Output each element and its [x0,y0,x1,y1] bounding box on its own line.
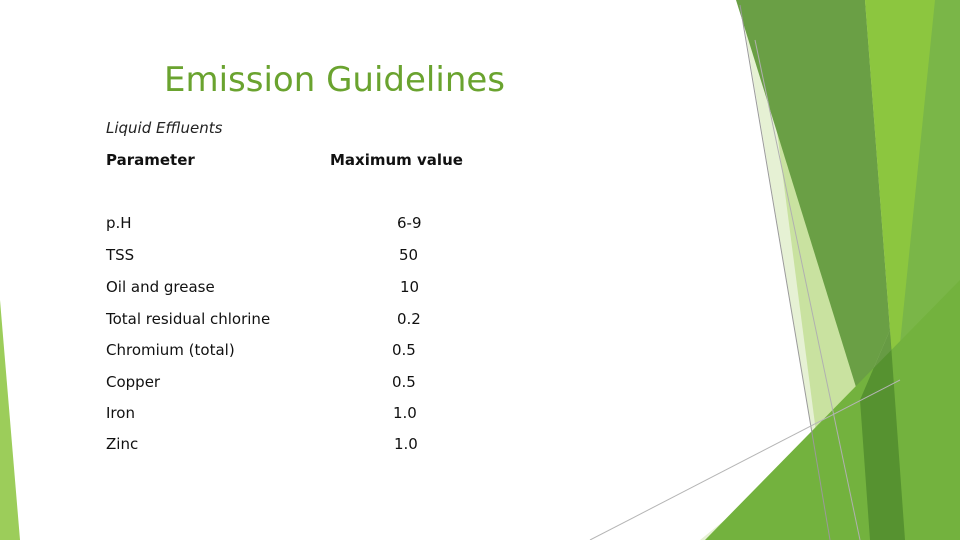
value-cell: 1.0 [393,404,417,422]
parameter-cell: Iron [106,404,135,422]
value-cell: 6-9 [397,214,422,232]
value-cell: 0.5 [392,373,416,391]
parameter-cell: Total residual chlorine [106,310,271,328]
table-row [0,246,960,270]
parameter-cell: Copper [106,373,161,391]
table-row [0,214,960,238]
value-cell: 0.2 [397,310,421,328]
parameter-cell: Chromium (total) [106,341,235,359]
value-cell: 10 [400,278,420,296]
table-row [0,341,960,365]
value-cell: 0.5 [392,341,416,359]
table-row [0,404,960,428]
table-row [0,310,960,334]
parameter-cell: Zinc [106,435,139,453]
value-cell: 1.0 [394,435,418,453]
parameter-cell: Oil and grease [106,278,215,296]
value-cell: 50 [399,246,419,264]
parameter-cell: TSS [106,246,135,264]
parameter-cell: p.H [106,214,132,232]
column-header-parameter: Parameter [106,151,195,169]
table-row [0,373,960,397]
table-row [0,278,960,302]
slide-subtitle: Liquid Effluents [106,119,223,137]
column-header-max-value: Maximum value [330,151,463,169]
table-row [0,435,960,459]
slide-title: Emission Guidelines [164,60,505,100]
